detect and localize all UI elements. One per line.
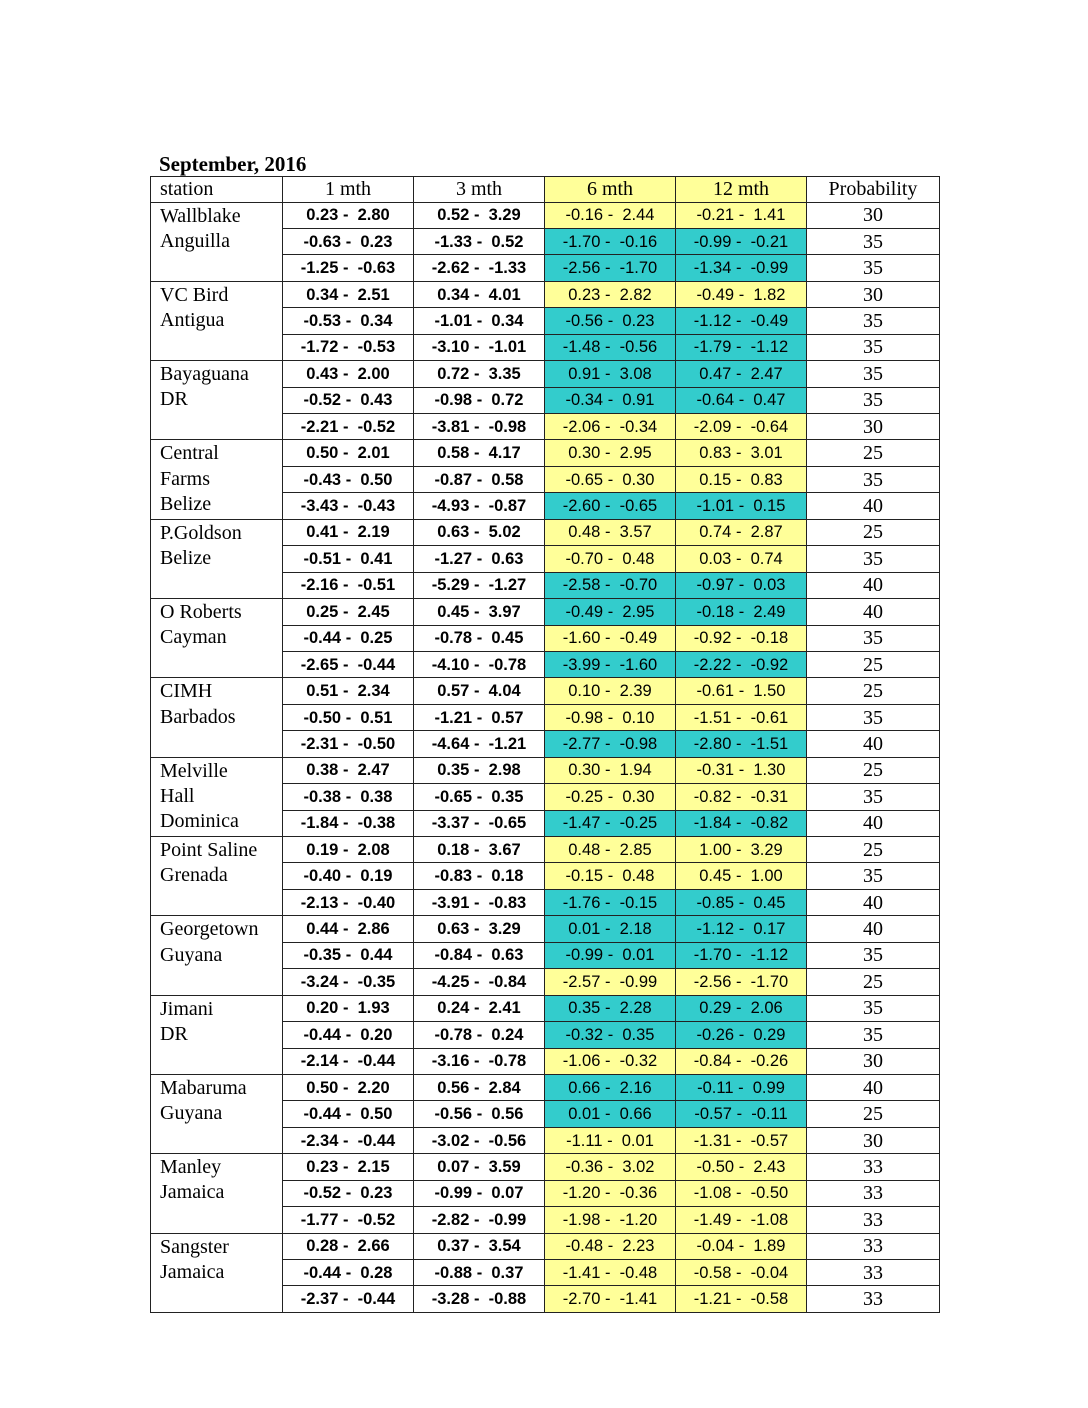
m1-range-cell: -0.43 - 0.50 — [283, 466, 414, 492]
m3-range-cell: -0.78 - 0.45 — [414, 625, 545, 651]
probability-cell: 30 — [807, 202, 940, 228]
probability-header: Probability — [807, 177, 940, 203]
probability-cell: 33 — [807, 1207, 940, 1233]
station-name-cell — [151, 361, 283, 440]
m3-range-cell: -1.33 - 0.52 — [414, 228, 545, 254]
m1-range-cell: -0.53 - 0.34 — [283, 308, 414, 334]
station-name-line: Sangster — [160, 1235, 229, 1258]
m6-range-cell: -2.57 - -0.99 — [545, 969, 676, 995]
m3-range-cell: 0.34 - 4.01 — [414, 281, 545, 307]
m12-range-cell: -0.11 - 0.99 — [676, 1074, 807, 1100]
m3-range-cell: -3.37 - -0.65 — [414, 810, 545, 836]
m1-range-cell: 0.44 - 2.86 — [283, 916, 414, 942]
m3-range-cell: -3.02 - -0.56 — [414, 1127, 545, 1153]
m1-range-cell: -0.52 - 0.43 — [283, 387, 414, 413]
m3-range-cell: -4.93 - -0.87 — [414, 493, 545, 519]
probability-cell: 25 — [807, 519, 940, 545]
m12-range-cell: 1.00 - 3.29 — [676, 837, 807, 863]
m6-range-cell: 0.35 - 2.28 — [545, 995, 676, 1021]
m1-range-cell: -0.44 - 0.25 — [283, 625, 414, 651]
station-name-line: Barbados — [160, 705, 236, 728]
m12-range-cell: -1.12 - 0.17 — [676, 916, 807, 942]
m6-range-cell: -1.11 - 0.01 — [545, 1127, 676, 1153]
m6-range-cell: -1.47 - -0.25 — [545, 810, 676, 836]
m12-range-cell: -0.64 - 0.47 — [676, 387, 807, 413]
m6-range-cell: -0.65 - 0.30 — [545, 466, 676, 492]
probability-cell: 40 — [807, 889, 940, 915]
m1-range-cell: -3.24 - -0.35 — [283, 969, 414, 995]
m6-range-cell: 0.91 - 3.08 — [545, 361, 676, 387]
m3-range-cell: -1.01 - 0.34 — [414, 308, 545, 334]
m1-range-cell: -1.72 - -0.53 — [283, 334, 414, 360]
m3-range-cell: -0.65 - 0.35 — [414, 784, 545, 810]
m6-range-cell: 0.10 - 2.39 — [545, 678, 676, 704]
probability-cell: 35 — [807, 942, 940, 968]
m12-range-cell: -1.31 - -0.57 — [676, 1127, 807, 1153]
m6-header: 6 mth — [545, 177, 676, 203]
document-title: September, 2016 — [159, 152, 307, 176]
m3-range-cell: -2.62 - -1.33 — [414, 255, 545, 281]
m6-range-cell: -2.60 - -0.65 — [545, 493, 676, 519]
m12-range-cell: -2.56 - -1.70 — [676, 969, 807, 995]
station-name-cell — [151, 281, 283, 360]
m12-range-cell: -1.79 - -1.12 — [676, 334, 807, 360]
m3-range-cell: 0.18 - 3.67 — [414, 837, 545, 863]
probability-cell: 25 — [807, 969, 940, 995]
probability-cell: 30 — [807, 1127, 940, 1153]
m1-range-cell: 0.51 - 2.34 — [283, 678, 414, 704]
m6-range-cell: 0.01 - 2.18 — [545, 916, 676, 942]
m1-range-cell: 0.43 - 2.00 — [283, 361, 414, 387]
probability-cell: 35 — [807, 995, 940, 1021]
m6-range-cell: -0.25 - 0.30 — [545, 784, 676, 810]
station-name-line: P.Goldson — [160, 521, 242, 544]
m3-range-cell: 0.56 - 2.84 — [414, 1074, 545, 1100]
m12-range-cell: -2.09 - -0.64 — [676, 414, 807, 440]
table-row — [151, 281, 940, 307]
m3-range-cell: 0.45 - 3.97 — [414, 599, 545, 625]
probability-cell: 25 — [807, 651, 940, 677]
probability-cell: 30 — [807, 1048, 940, 1074]
m3-header: 3 mth — [414, 177, 545, 203]
m6-range-cell: -2.77 - -0.98 — [545, 731, 676, 757]
m1-range-cell: 0.23 - 2.80 — [283, 202, 414, 228]
station-name-line: Georgetown — [160, 918, 259, 941]
probability-cell: 33 — [807, 1154, 940, 1180]
m3-range-cell: -0.88 - 0.37 — [414, 1260, 545, 1286]
probability-cell: 35 — [807, 784, 940, 810]
station-name-line: Melville — [160, 759, 228, 782]
m1-range-cell: -1.25 - -0.63 — [283, 255, 414, 281]
station-name-line: Dominica — [160, 810, 239, 833]
m3-range-cell: 0.72 - 3.35 — [414, 361, 545, 387]
header-row — [151, 177, 940, 203]
m3-range-cell: 0.57 - 4.04 — [414, 678, 545, 704]
m3-range-cell: -0.56 - 0.56 — [414, 1101, 545, 1127]
m1-range-cell: -1.77 - -0.52 — [283, 1207, 414, 1233]
m12-range-cell: -1.49 - -1.08 — [676, 1207, 807, 1233]
m1-range-cell: -0.52 - 0.23 — [283, 1180, 414, 1206]
m6-range-cell: -0.15 - 0.48 — [545, 863, 676, 889]
m12-range-cell: -0.31 - 1.30 — [676, 757, 807, 783]
m3-range-cell: -4.64 - -1.21 — [414, 731, 545, 757]
m1-range-cell: -1.84 - -0.38 — [283, 810, 414, 836]
probability-cell: 40 — [807, 916, 940, 942]
table-row — [151, 519, 940, 545]
m12-range-cell: 0.45 - 1.00 — [676, 863, 807, 889]
probability-cell: 40 — [807, 1074, 940, 1100]
station-name-line: Jamaica — [160, 1181, 225, 1204]
m1-range-cell: -2.31 - -0.50 — [283, 731, 414, 757]
probability-cell: 35 — [807, 228, 940, 254]
probability-cell: 25 — [807, 757, 940, 783]
m3-range-cell: -3.91 - -0.83 — [414, 889, 545, 915]
m3-range-cell: -0.99 - 0.07 — [414, 1180, 545, 1206]
m1-range-cell: 0.20 - 1.93 — [283, 995, 414, 1021]
station-name-line: Belize — [160, 492, 212, 515]
table-row — [151, 440, 940, 466]
m12-range-cell: -1.21 - -0.58 — [676, 1286, 807, 1312]
m6-range-cell: -3.99 - -1.60 — [545, 651, 676, 677]
m12-range-cell: -0.97 - 0.03 — [676, 572, 807, 598]
station-name-line: Grenada — [160, 864, 228, 887]
m1-range-cell: 0.25 - 2.45 — [283, 599, 414, 625]
m12-range-cell: -1.01 - 0.15 — [676, 493, 807, 519]
station-name-cell — [151, 440, 283, 519]
m6-range-cell: -0.98 - 0.10 — [545, 704, 676, 730]
table-row — [151, 837, 940, 863]
station-name-line: Guyana — [160, 1102, 223, 1125]
probability-cell: 40 — [807, 572, 940, 598]
m3-range-cell: 0.24 - 2.41 — [414, 995, 545, 1021]
probability-cell: 40 — [807, 493, 940, 519]
station-name-cell — [151, 519, 283, 598]
m1-range-cell: -2.21 - -0.52 — [283, 414, 414, 440]
m12-range-cell: 0.29 - 2.06 — [676, 995, 807, 1021]
station-name-cell — [151, 678, 283, 757]
station-name-line: Central — [160, 442, 219, 465]
m12-range-cell: -1.84 - -0.82 — [676, 810, 807, 836]
m3-range-cell: -3.16 - -0.78 — [414, 1048, 545, 1074]
m12-range-cell: 0.83 - 3.01 — [676, 440, 807, 466]
table-row — [151, 361, 940, 387]
m3-range-cell: -1.27 - 0.63 — [414, 546, 545, 572]
probability-cell: 35 — [807, 863, 940, 889]
table-row — [151, 916, 940, 942]
m6-range-cell: -1.70 - -0.16 — [545, 228, 676, 254]
probability-cell: 40 — [807, 731, 940, 757]
m3-range-cell: 0.63 - 3.29 — [414, 916, 545, 942]
probability-cell: 25 — [807, 678, 940, 704]
m3-range-cell: 0.37 - 3.54 — [414, 1233, 545, 1259]
m1-range-cell: -0.44 - 0.50 — [283, 1101, 414, 1127]
m12-range-cell: -1.51 - -0.61 — [676, 704, 807, 730]
m6-range-cell: 0.48 - 3.57 — [545, 519, 676, 545]
m6-range-cell: -2.06 - -0.34 — [545, 414, 676, 440]
station-name-line: O Roberts — [160, 601, 242, 624]
m3-range-cell: 0.07 - 3.59 — [414, 1154, 545, 1180]
m3-range-cell: -0.98 - 0.72 — [414, 387, 545, 413]
station-name-cell — [151, 916, 283, 995]
probability-cell: 25 — [807, 837, 940, 863]
station-name-cell — [151, 1074, 283, 1153]
probability-cell: 35 — [807, 334, 940, 360]
table-row — [151, 995, 940, 1021]
m12-range-cell: -2.22 - -0.92 — [676, 651, 807, 677]
m1-range-cell: 0.41 - 2.19 — [283, 519, 414, 545]
table-body — [151, 202, 940, 1312]
m1-range-cell: 0.50 - 2.20 — [283, 1074, 414, 1100]
m6-range-cell: -1.98 - -1.20 — [545, 1207, 676, 1233]
m1-range-cell: -2.16 - -0.51 — [283, 572, 414, 598]
station-name-cell — [151, 202, 283, 281]
station-name-line: Belize — [160, 546, 212, 569]
station-name-line: Jimani — [160, 997, 214, 1020]
m3-range-cell: 0.63 - 5.02 — [414, 519, 545, 545]
m6-range-cell: -1.60 - -0.49 — [545, 625, 676, 651]
m6-range-cell: -0.16 - 2.44 — [545, 202, 676, 228]
m12-header: 12 mth — [676, 177, 807, 203]
m12-range-cell: -0.58 - -0.04 — [676, 1260, 807, 1286]
m6-range-cell: -0.32 - 0.35 — [545, 1022, 676, 1048]
m3-range-cell: -0.78 - 0.24 — [414, 1022, 545, 1048]
table-row — [151, 757, 940, 783]
m12-range-cell: -1.08 - -0.50 — [676, 1180, 807, 1206]
table-row — [151, 1154, 940, 1180]
m6-range-cell: 0.48 - 2.85 — [545, 837, 676, 863]
m3-range-cell: -4.10 - -0.78 — [414, 651, 545, 677]
m3-range-cell: -3.10 - -1.01 — [414, 334, 545, 360]
m1-range-cell: -2.13 - -0.40 — [283, 889, 414, 915]
m12-range-cell: -0.82 - -0.31 — [676, 784, 807, 810]
m3-range-cell: -0.83 - 0.18 — [414, 863, 545, 889]
m6-range-cell: -0.99 - 0.01 — [545, 942, 676, 968]
probability-cell: 25 — [807, 440, 940, 466]
forecast-table — [150, 176, 940, 1313]
m6-range-cell: -0.36 - 3.02 — [545, 1154, 676, 1180]
m6-range-cell: 0.01 - 0.66 — [545, 1101, 676, 1127]
station-name-line: Antigua — [160, 309, 225, 332]
probability-cell: 33 — [807, 1286, 940, 1312]
m3-range-cell: -4.25 - -0.84 — [414, 969, 545, 995]
m1-range-cell: 0.50 - 2.01 — [283, 440, 414, 466]
m6-range-cell: -1.48 - -0.56 — [545, 334, 676, 360]
probability-cell: 35 — [807, 255, 940, 281]
m6-range-cell: -2.58 - -0.70 — [545, 572, 676, 598]
m1-range-cell: -0.44 - 0.28 — [283, 1260, 414, 1286]
m12-range-cell: -0.49 - 1.82 — [676, 281, 807, 307]
m3-range-cell: 0.58 - 4.17 — [414, 440, 545, 466]
table-row — [151, 1074, 940, 1100]
m12-range-cell: -1.34 - -0.99 — [676, 255, 807, 281]
m6-range-cell: -2.56 - -1.70 — [545, 255, 676, 281]
m1-range-cell: -0.35 - 0.44 — [283, 942, 414, 968]
probability-cell: 40 — [807, 810, 940, 836]
probability-cell: 35 — [807, 308, 940, 334]
probability-cell: 25 — [807, 1101, 940, 1127]
m12-range-cell: -0.99 - -0.21 — [676, 228, 807, 254]
probability-cell: 35 — [807, 361, 940, 387]
document-page — [150, 152, 940, 1313]
m6-range-cell: -0.34 - 0.91 — [545, 387, 676, 413]
m1-range-cell: -0.40 - 0.19 — [283, 863, 414, 889]
m12-range-cell: -1.12 - -0.49 — [676, 308, 807, 334]
m1-range-cell: -2.14 - -0.44 — [283, 1048, 414, 1074]
station-name-line: DR — [160, 1022, 188, 1045]
station-name-line: Bayaguana — [160, 363, 249, 386]
m6-range-cell: 0.23 - 2.82 — [545, 281, 676, 307]
m6-range-cell: -0.70 - 0.48 — [545, 546, 676, 572]
probability-cell: 35 — [807, 466, 940, 492]
m1-range-cell: -2.65 - -0.44 — [283, 651, 414, 677]
station-name-line: Guyana — [160, 943, 223, 966]
m1-range-cell: 0.34 - 2.51 — [283, 281, 414, 307]
probability-cell: 30 — [807, 414, 940, 440]
m12-range-cell: -0.18 - 2.49 — [676, 599, 807, 625]
m1-range-cell: -0.50 - 0.51 — [283, 704, 414, 730]
station-header: station — [151, 177, 283, 203]
m6-range-cell: -1.20 - -0.36 — [545, 1180, 676, 1206]
m3-range-cell: -2.82 - -0.99 — [414, 1207, 545, 1233]
m3-range-cell: 0.52 - 3.29 — [414, 202, 545, 228]
m12-range-cell: -2.80 - -1.51 — [676, 731, 807, 757]
station-name-line: Anguilla — [160, 229, 230, 252]
m12-range-cell: 0.47 - 2.47 — [676, 361, 807, 387]
m3-range-cell: -1.21 - 0.57 — [414, 704, 545, 730]
m12-range-cell: -0.84 - -0.26 — [676, 1048, 807, 1074]
m12-range-cell: 0.74 - 2.87 — [676, 519, 807, 545]
m6-range-cell: 0.30 - 2.95 — [545, 440, 676, 466]
table-row — [151, 1233, 940, 1259]
m3-range-cell: 0.35 - 2.98 — [414, 757, 545, 783]
station-name-cell — [151, 995, 283, 1074]
probability-cell: 33 — [807, 1180, 940, 1206]
station-name-cell — [151, 1233, 283, 1312]
m12-range-cell: -0.85 - 0.45 — [676, 889, 807, 915]
m6-range-cell: -1.06 - -0.32 — [545, 1048, 676, 1074]
station-name-line: Farms — [160, 467, 210, 490]
station-name-line: Cayman — [160, 626, 227, 649]
m1-header: 1 mth — [283, 177, 414, 203]
probability-cell: 33 — [807, 1260, 940, 1286]
m1-range-cell: -0.38 - 0.38 — [283, 784, 414, 810]
m12-range-cell: -0.04 - 1.89 — [676, 1233, 807, 1259]
probability-cell: 40 — [807, 599, 940, 625]
m12-range-cell: -0.57 - -0.11 — [676, 1101, 807, 1127]
m6-range-cell: -1.76 - -0.15 — [545, 889, 676, 915]
m1-range-cell: 0.23 - 2.15 — [283, 1154, 414, 1180]
m1-range-cell: -0.63 - 0.23 — [283, 228, 414, 254]
probability-cell: 33 — [807, 1233, 940, 1259]
station-name-line: VC Bird — [160, 283, 229, 306]
m12-range-cell: -0.21 - 1.41 — [676, 202, 807, 228]
m12-range-cell: -0.61 - 1.50 — [676, 678, 807, 704]
m1-range-cell: 0.19 - 2.08 — [283, 837, 414, 863]
m6-range-cell: -0.48 - 2.23 — [545, 1233, 676, 1259]
probability-cell: 30 — [807, 281, 940, 307]
m1-range-cell: -3.43 - -0.43 — [283, 493, 414, 519]
m1-range-cell: -0.51 - 0.41 — [283, 546, 414, 572]
m12-range-cell: -0.50 - 2.43 — [676, 1154, 807, 1180]
station-name-line: Wallblake — [160, 204, 241, 227]
station-name-cell — [151, 837, 283, 916]
m3-range-cell: -3.28 - -0.88 — [414, 1286, 545, 1312]
m12-range-cell: -1.70 - -1.12 — [676, 942, 807, 968]
station-name-cell — [151, 1154, 283, 1233]
m3-range-cell: -0.87 - 0.58 — [414, 466, 545, 492]
m1-range-cell: -0.44 - 0.20 — [283, 1022, 414, 1048]
m1-range-cell: -2.37 - -0.44 — [283, 1286, 414, 1312]
station-name-line: Mabaruma — [160, 1076, 247, 1099]
m12-range-cell: -0.26 - 0.29 — [676, 1022, 807, 1048]
m1-range-cell: -2.34 - -0.44 — [283, 1127, 414, 1153]
station-name-line: Hall — [160, 784, 195, 807]
m3-range-cell: -0.84 - 0.63 — [414, 942, 545, 968]
m6-range-cell: -0.49 - 2.95 — [545, 599, 676, 625]
table-row — [151, 202, 940, 228]
m12-range-cell: 0.03 - 0.74 — [676, 546, 807, 572]
table-row — [151, 678, 940, 704]
m6-range-cell: 0.66 - 2.16 — [545, 1074, 676, 1100]
m3-range-cell: -3.81 - -0.98 — [414, 414, 545, 440]
table-row — [151, 599, 940, 625]
probability-cell: 35 — [807, 704, 940, 730]
m12-range-cell: 0.15 - 0.83 — [676, 466, 807, 492]
m6-range-cell: -1.41 - -0.48 — [545, 1260, 676, 1286]
probability-cell: 35 — [807, 625, 940, 651]
m6-range-cell: 0.30 - 1.94 — [545, 757, 676, 783]
station-name-cell — [151, 757, 283, 836]
probability-cell: 35 — [807, 387, 940, 413]
m12-range-cell: -0.92 - -0.18 — [676, 625, 807, 651]
station-name-cell — [151, 599, 283, 678]
m1-range-cell: 0.38 - 2.47 — [283, 757, 414, 783]
station-name-line: CIMH — [160, 680, 213, 703]
station-name-line: DR — [160, 388, 188, 411]
m3-range-cell: -5.29 - -1.27 — [414, 572, 545, 598]
probability-cell: 35 — [807, 546, 940, 572]
m6-range-cell: -2.70 - -1.41 — [545, 1286, 676, 1312]
probability-cell: 35 — [807, 1022, 940, 1048]
station-name-line: Point Saline — [160, 839, 258, 861]
m6-range-cell: -0.56 - 0.23 — [545, 308, 676, 334]
station-name-line: Manley — [160, 1156, 222, 1179]
station-name-line: Jamaica — [160, 1260, 225, 1283]
m1-range-cell: 0.28 - 2.66 — [283, 1233, 414, 1259]
